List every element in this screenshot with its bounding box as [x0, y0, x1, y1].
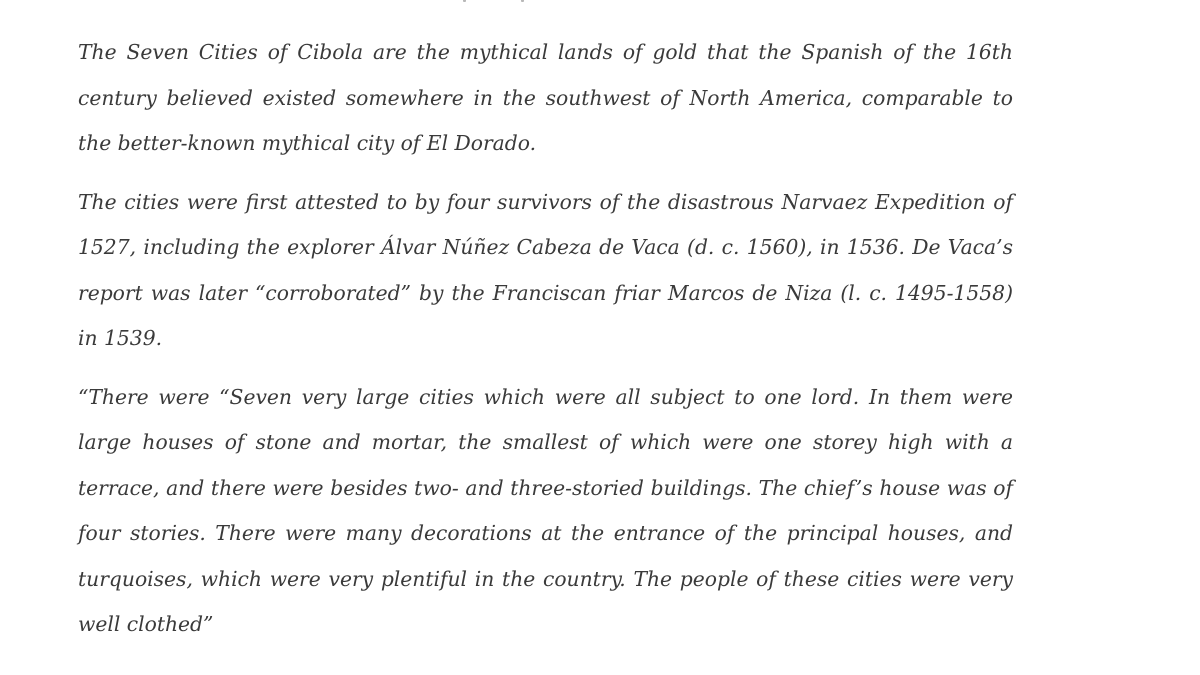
- paragraph-attestation: The cities were first attested to by four survivors of the disastrous Narvaez Expedition of 1527, including the explorer Álvar Núñez Cabeza de Vaca (d. c. 1560), in 1536. De Vaca’s report was later “corroborated” by the Franciscan friar Marcos de Niza (l. c. 1495-1558) in 1539.: [78, 189, 1013, 350]
- cropped-text-remnant: [463, 0, 527, 3]
- paragraph-intro: The Seven Cities of Cibola are the mythical lands of gold that the Spanish of the 16th century believed existed somewhere in the southwest of North America, comparable to the better-known mythical city of El Dorado.: [78, 40, 1013, 155]
- article-body: [78, 30, 1013, 648]
- paragraph-quote: “There were “Seven very large cities which were all subject to one lord. In them were large houses of stone and mortar, the smallest of which were one storey high with a terrace, and there were besides two- and three-storied buildings. The chief’s house was of four stories. There were many decorations at the entrance of the principal houses, and turquoises, which were very plentiful in the country. The people of these cities were very well clothed”: [78, 384, 1013, 636]
